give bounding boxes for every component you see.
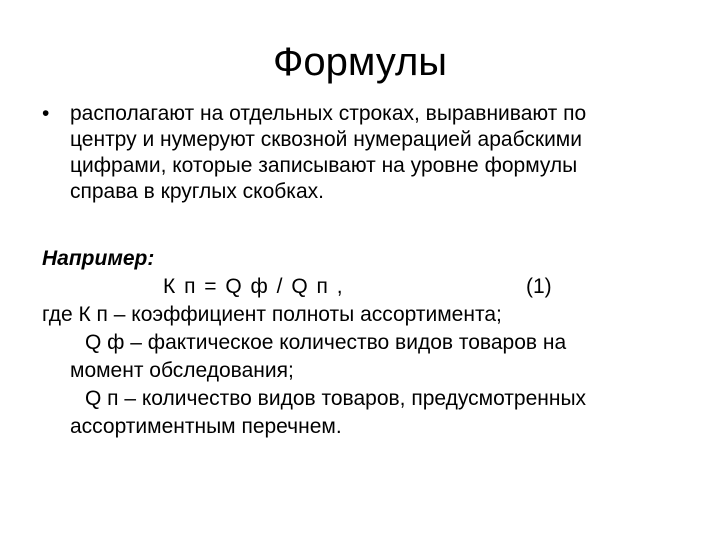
bullet-line-1: располагают на отдельных строках, выравнивают по [70, 102, 587, 125]
formula-number: (1) [526, 275, 552, 298]
qp-definition-line-1: Q п – количество видов товаров, предусмотренных [85, 387, 587, 410]
qf-definition-line-2: момент обследования; [70, 359, 294, 382]
qf-definition-line-1: Q ф – фактическое количество видов товаров на [85, 331, 567, 354]
formula: К п = Q ф / Q п , [163, 275, 343, 298]
bullet-item [42, 101, 682, 205]
slide-title-text: Формулы [272, 40, 448, 84]
example-heading: Например: [42, 247, 155, 270]
example-block [42, 245, 692, 441]
slide-title [0, 38, 720, 86]
bullet-dot-icon: • [42, 102, 50, 125]
where-line: где К п – коэффициент полноты ассортимента; [42, 303, 502, 326]
bullet-text [70, 101, 682, 205]
bullet-line-4: справа в круглых скобках. [70, 180, 324, 203]
bullet-line-3: цифрами, которые записывают на уровне формулы [70, 154, 578, 177]
qp-definition-line-2: ассортиментным перечнем. [70, 415, 342, 438]
formula-row [42, 273, 692, 301]
bullet-line-2: центру и нумеруют сквозной нумерацией арабскими [70, 128, 582, 151]
